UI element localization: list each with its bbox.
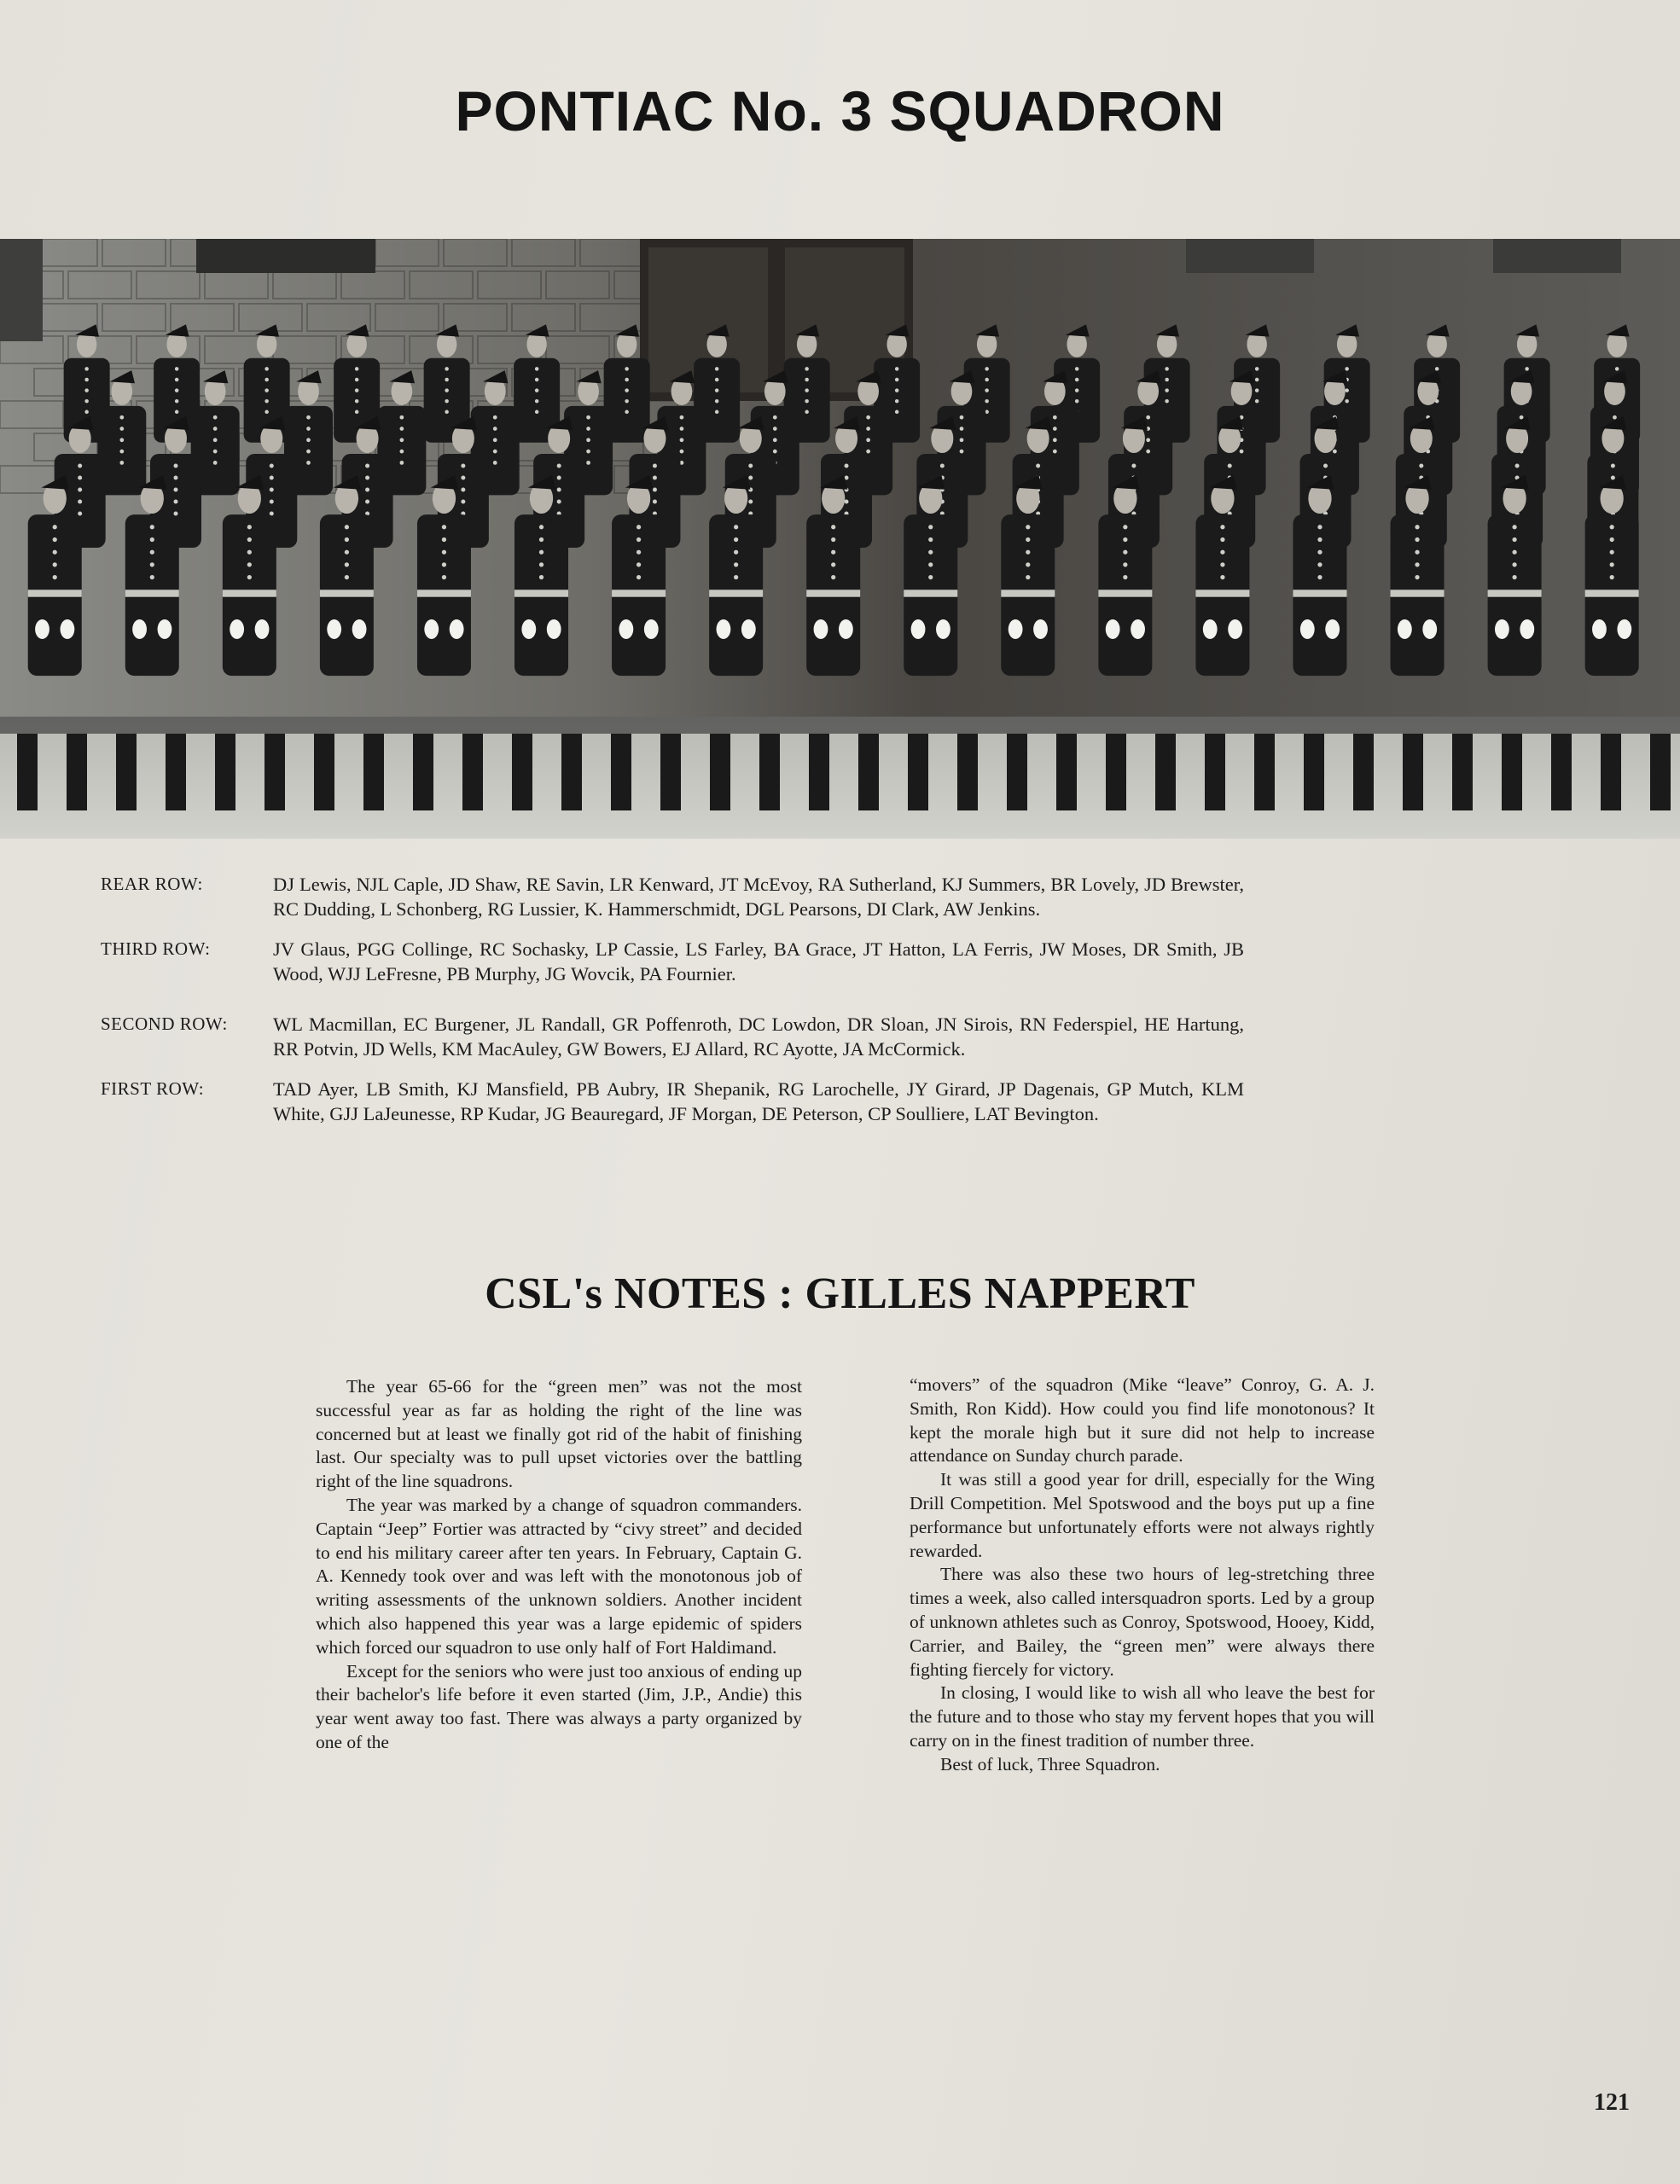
roster-row-names: DJ Lewis, NJL Caple, JD Shaw, RE Savin, LR Kenward, JT McEvoy, RA Sutherland, KJ Summers, BR Lovely, JD Brewster, RC Dudding, L Schonberg, RG Lussier, K. Hammerschmidt, DGL Pearsons, DI Clark, AW Jenkins. (273, 874, 1244, 920)
notes-paragraph: The year 65-66 for the “green men” was not the most successful year as far as holding the right of the line was concerned but at least we finally got rid of the habit of finishing last. Our specialty was to pull upset victories over the battling right of the line squadrons. (316, 1376, 802, 1492)
notes-left-column (316, 1375, 802, 1755)
roster-row-names: JV Glaus, PGG Collinge, RC Sochasky, LP Cassie, LS Farley, BA Grace, JT Hatton, LA Ferris, JW Moses, DR Smith, JB Wood, WJJ LeFresne, PB Murphy, JG Wovcik, PA Fournier. (273, 938, 1244, 985)
roster-row-label: THIRD ROW: (101, 938, 211, 959)
notes-paragraph: “movers” of the squadron (Mike “leave” Conroy, G. A. J. Smith, Ron Kidd). How could you find life monotonous? It kept the morale high but it sure did not help to increase attendance on Sunday church parade. (910, 1374, 1375, 1467)
roster-row-label: SECOND ROW: (101, 1014, 228, 1034)
roster-row-label: REAR ROW: (101, 874, 203, 894)
notes-heading: CSL's NOTES : GILLES NAPPERT (485, 1269, 1195, 1318)
roster-row-rear (101, 872, 1244, 921)
roster-row-first (101, 1077, 1244, 1126)
notes-paragraph: Except for the seniors who were just too anxious of ending up their bachelor's life before it even started (Jim, J.P., Andie) this year went away too fast. There was always a party organized by one of the (316, 1660, 802, 1752)
squadron-group-photo (0, 239, 1680, 839)
roster-row-second (101, 1012, 1244, 1061)
notes-paragraph: The year was marked by a change of squadron commanders. Captain “Jeep” Fortier was attracted by “civy street” and decided to end his military career after ten years. In February, Captain G. A. Kennedy took over and was left with the monotonous job of writing assessments of the unknown soldiers. Another incident which also happened this year was a large epidemic of spiders which forced our squadron to use only half of Fort Haldimand. (316, 1494, 802, 1658)
roster-row-names: WL Macmillan, EC Burgener, JL Randall, GR Poffenroth, DC Lowdon, DR Sloan, JN Sirois, RN Federspiel, HE Hartung, RR Potvin, JD Wells, KM MacAuley, GW Bowers, EJ Allard, RC Ayotte, JA McCormick. (273, 1014, 1244, 1060)
notes-paragraph: There was also these two hours of leg-stretching three times a week, also called intersquadron sports. Led by a group of unknown athletes such as Conroy, Spotswood, Hooey, Kidd, Carrier, and Bailey, the “green men” were always there fighting fiercely for victory. (910, 1564, 1375, 1680)
notes-paragraph: In closing, I would like to wish all who leave the best for the future and to those who stay my fervent hopes that you will carry on in the finest tradition of number three. (910, 1682, 1375, 1751)
group-photo-illustration (0, 239, 1680, 839)
roster-row-names: TAD Ayer, LB Smith, KJ Mansfield, PB Aubry, IR Shepanik, RG Larochelle, JY Girard, JP Dagenais, GP Mutch, KLM White, GJJ LaJeunesse, RP Kudar, JG Beauregard, JF Morgan, DE Peterson, CP Soulliere, LAT Bevington. (273, 1078, 1244, 1124)
notes-right-column (910, 1374, 1375, 1777)
roster-row-third (101, 937, 1244, 986)
notes-paragraph: It was still a good year for drill, especially for the Wing Drill Competition. Mel Spotswood and the boys put up a fine performance but unfortunately efforts were not always rightly rewarded. (910, 1469, 1375, 1561)
notes-paragraph: Best of luck, Three Squadron. (940, 1753, 1160, 1774)
page-number: 121 (1594, 2089, 1630, 2116)
page-title: PONTIAC No. 3 SQUADRON (455, 79, 1225, 142)
roster-row-label: FIRST ROW: (101, 1078, 205, 1099)
roster-list (101, 872, 1244, 1141)
